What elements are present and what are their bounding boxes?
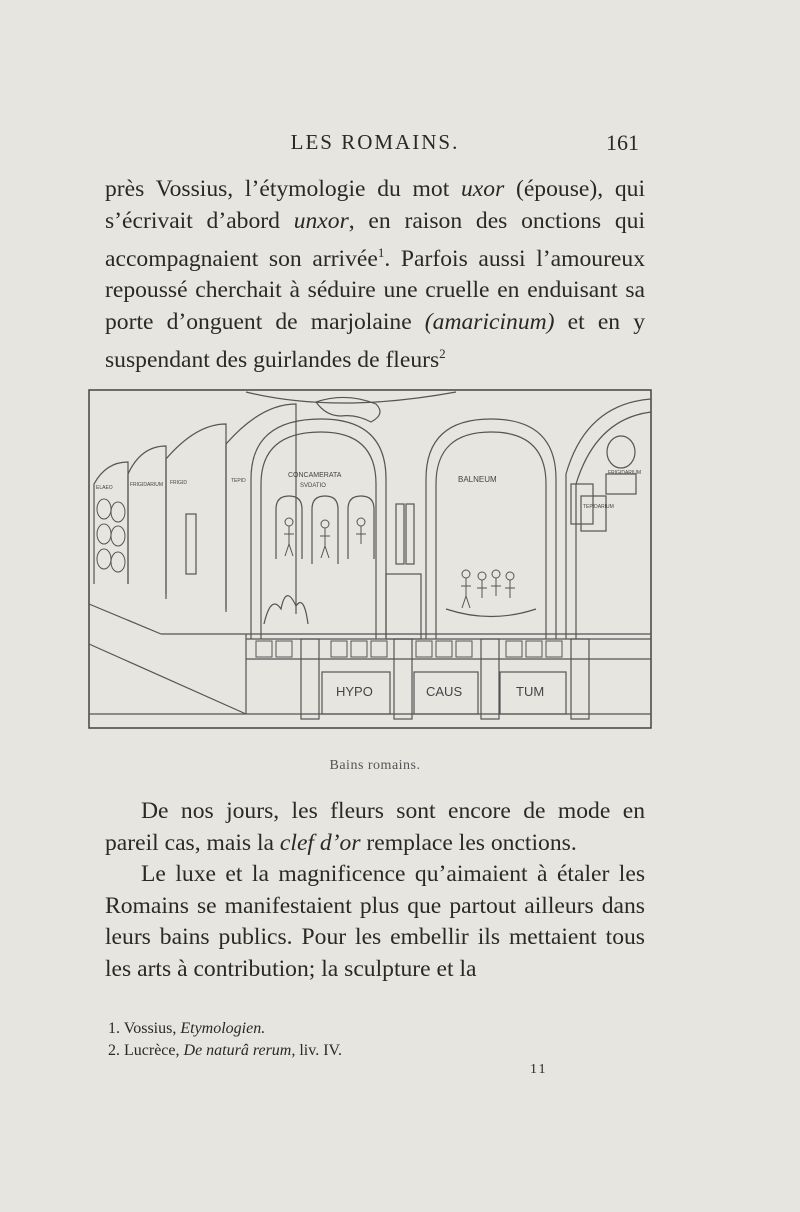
label-tepidarium: TEPIDARIUM — [583, 504, 614, 510]
para1-text-4: . Parfois aussi l’amoureux repoussé cherchait à séduire une cruelle en enduisant sa porte d’onguent de marjolaine — [105, 245, 646, 335]
para1-text-5: et en y suspendant des guirlandes de fleurs — [105, 308, 646, 374]
footnote-2 — [108, 1040, 628, 1062]
footnote-ref-1: 1 — [377, 245, 385, 260]
footnote-1-title: Etymologien. — [180, 1020, 266, 1037]
footnotes — [108, 1018, 628, 1062]
label-tepid-small: TEPID — [231, 478, 246, 484]
running-title: LES ROMAINS. — [290, 130, 460, 154]
page-header — [105, 130, 645, 160]
footnote-1-number: 1. — [108, 1020, 120, 1037]
label-frigid-small: FRIGID — [170, 480, 187, 486]
paragraph-continuation — [105, 174, 645, 377]
label-balneum: BALNEUM — [458, 475, 497, 484]
footnote-2-number: 2. — [108, 1042, 120, 1059]
word-unxor: unxor — [293, 207, 349, 234]
figure-caption: Bains romains. — [329, 758, 421, 773]
para2-text-1: De nos jours, les fleurs sont encore de mode en pareil cas, mais la — [105, 798, 645, 856]
printer-signature: 11 — [530, 1062, 548, 1077]
footnote-2-rest: liv. IV. — [299, 1042, 343, 1059]
para1-text-1: près Vossius, l’étymologie du mot — [105, 176, 461, 202]
label-sudatio: SVDATIO — [300, 483, 326, 489]
paragraph-second — [105, 796, 645, 985]
para2-text-2: remplace les onctions. — [360, 829, 577, 856]
word-uxor: uxor — [461, 176, 505, 202]
para1-text-2: (épouse), qui s’écrivait d’abord — [105, 176, 645, 234]
footnote-1-author: Vossius, — [123, 1020, 177, 1037]
word-amaricinum: (amaricinum) — [424, 308, 555, 335]
para1-text-3: , en raison des onctions qui accompagnaient son arrivée — [105, 207, 645, 272]
footnote-2-author: Lucrèce, — [124, 1042, 180, 1059]
footnote-2-title: De naturâ rerum, — [183, 1042, 296, 1059]
footnote-1 — [108, 1018, 628, 1040]
label-caus: CAUS — [426, 684, 463, 699]
phrase-clef-dor: clef d’or — [279, 829, 361, 856]
label-frigidarium-left: FRIGIDARIUM — [130, 482, 164, 488]
label-hypo: HYPO — [336, 684, 373, 699]
label-tum: TUM — [516, 684, 545, 699]
page-number: 161 — [606, 130, 639, 155]
paragraph-third: Le luxe et la magnificence qu’aimaient à étaler les Romains se manifestaient plus que partout ailleurs dans leurs bains publics. Pour les embellir ils mettaient tous les arts à contribution; la sculpture et la — [105, 861, 645, 982]
label-elaeo: ELAEO — [96, 485, 113, 491]
footnote-ref-2: 2 — [439, 346, 446, 362]
label-frigidarium: FRIGIDARIUM — [608, 470, 642, 476]
label-concamerata: CONCAMERATA — [288, 472, 342, 479]
roman-baths-illustration — [86, 384, 656, 734]
